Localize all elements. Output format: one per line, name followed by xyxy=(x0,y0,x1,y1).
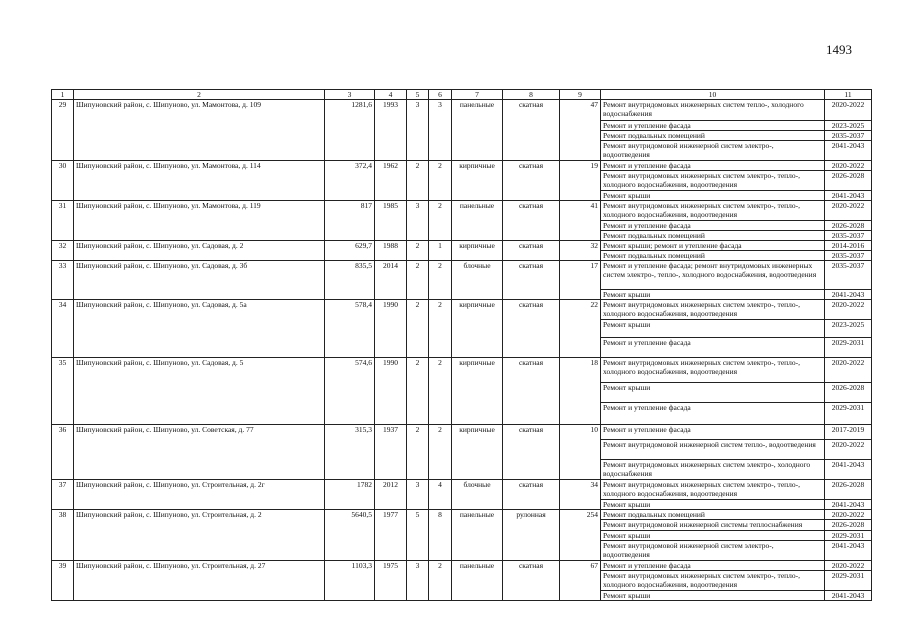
repair-period: 2026-2028 xyxy=(825,480,872,500)
repair-work: Ремонт и утепление фасада; ремонт внутридомовых инженерных систем электро-, тепло-, холодного водоснабжения, водоотведения xyxy=(601,261,825,290)
roof-type: скатная xyxy=(503,261,560,300)
repair-work: Ремонт крыши xyxy=(601,531,825,541)
wall-material: панельные xyxy=(452,201,503,241)
wall-material: кирпичные xyxy=(452,425,503,480)
entrance-count: 2 xyxy=(429,261,452,300)
table-row xyxy=(52,480,872,500)
construction-year: 1962 xyxy=(375,161,407,201)
floor-count: 2 xyxy=(407,261,429,300)
apartment-count: 67 xyxy=(560,561,601,601)
table-row xyxy=(52,201,872,221)
apartment-count: 17 xyxy=(560,261,601,300)
repair-period: 2026-2028 xyxy=(825,221,872,231)
apartment-count: 18 xyxy=(560,358,601,425)
column-header: 7 xyxy=(452,90,503,100)
construction-year: 1993 xyxy=(375,100,407,161)
table-row xyxy=(52,161,872,171)
repair-period: 2029-2031 xyxy=(825,531,872,541)
repair-period: 2026-2028 xyxy=(825,383,872,403)
repair-work: Ремонт и утепление фасада xyxy=(601,338,825,358)
entrance-count: 8 xyxy=(429,510,452,561)
repair-period: 2041-2043 xyxy=(825,591,872,601)
table-row xyxy=(52,510,872,520)
repair-period: 2041-2043 xyxy=(825,141,872,161)
repair-period: 2020-2022 xyxy=(825,100,872,121)
total-area: 372,4 xyxy=(325,161,375,201)
table-row xyxy=(52,100,872,121)
repair-work: Ремонт и утепление фасада xyxy=(601,161,825,171)
repair-work: Ремонт и утепление фасада xyxy=(601,403,825,425)
total-area: 1103,3 xyxy=(325,561,375,601)
page-number: 1493 xyxy=(826,42,852,57)
repair-period: 2029-2031 xyxy=(825,571,872,591)
repair-period: 2029-2031 xyxy=(825,403,872,425)
apartment-count: 34 xyxy=(560,480,601,510)
repair-work: Ремонт подвальных помещений xyxy=(601,131,825,141)
column-header: 6 xyxy=(429,90,452,100)
construction-year: 1990 xyxy=(375,300,407,358)
apartment-count: 32 xyxy=(560,241,601,261)
repair-work: Ремонт внутридомовых инженерных систем электро-, холодного водоснабжения xyxy=(601,460,825,480)
entry-number: 37 xyxy=(52,480,74,510)
table-body xyxy=(52,100,872,601)
building-address: Шипуновский район, с. Шипуново, ул. Садовая, д. 5 xyxy=(74,358,325,425)
floor-count: 3 xyxy=(407,100,429,161)
wall-material: кирпичные xyxy=(452,358,503,425)
entry-number: 32 xyxy=(52,241,74,261)
entrance-count: 3 xyxy=(429,100,452,161)
repair-period: 2020-2022 xyxy=(825,440,872,460)
floor-count: 2 xyxy=(407,425,429,480)
entry-number: 35 xyxy=(52,358,74,425)
repair-work: Ремонт внутридомовой инженерной систем тепло-, водоотведения xyxy=(601,440,825,460)
repair-period: 2020-2022 xyxy=(825,201,872,221)
repair-work: Ремонт внутридомовых инженерных систем электро-, тепло-, холодного водоснабжения, водоотведения xyxy=(601,201,825,221)
column-header: 2 xyxy=(74,90,325,100)
entrance-count: 2 xyxy=(429,161,452,201)
total-area: 817 xyxy=(325,201,375,241)
repair-work: Ремонт и утепление фасада xyxy=(601,221,825,231)
column-header: 11 xyxy=(825,90,872,100)
entrance-count: 2 xyxy=(429,561,452,601)
repair-work: Ремонт внутридомовых инженерных систем электро-, тепло-, холодного водоснабжения, водоотведения xyxy=(601,480,825,500)
apartment-count: 47 xyxy=(560,100,601,161)
table-row xyxy=(52,358,872,383)
roof-type: скатная xyxy=(503,480,560,510)
roof-type: скатная xyxy=(503,201,560,241)
repair-work: Ремонт крыши xyxy=(601,383,825,403)
repair-period: 2020-2022 xyxy=(825,358,872,383)
construction-year: 1937 xyxy=(375,425,407,480)
repair-period: 2035-2037 xyxy=(825,261,872,290)
repair-period: 2035-2037 xyxy=(825,251,872,261)
wall-material: кирпичные xyxy=(452,161,503,201)
building-address: Шипуновский район, с. Шипуново, ул. Мамонтова, д. 109 xyxy=(74,100,325,161)
entry-number: 36 xyxy=(52,425,74,480)
wall-material: панельные xyxy=(452,561,503,601)
building-address: Шипуновский район, с. Шипуново, ул. Мамонтова, д. 119 xyxy=(74,201,325,241)
column-number-row xyxy=(52,90,872,100)
entrance-count: 2 xyxy=(429,358,452,425)
repair-period: 2041-2043 xyxy=(825,500,872,510)
total-area: 1782 xyxy=(325,480,375,510)
repair-work: Ремонт внутридомовой инженерной систем электро-, водоотведения xyxy=(601,141,825,161)
repair-period: 2029-2031 xyxy=(825,338,872,358)
column-header: 3 xyxy=(325,90,375,100)
building-address: Шипуновский район, с. Шипуново, ул. Строительная, д. 2г xyxy=(74,480,325,510)
repair-period: 2014-2016 xyxy=(825,241,872,251)
table-row xyxy=(52,425,872,440)
total-area: 574,6 xyxy=(325,358,375,425)
entrance-count: 2 xyxy=(429,201,452,241)
wall-material: кирпичные xyxy=(452,241,503,261)
entrance-count: 1 xyxy=(429,241,452,261)
entry-number: 31 xyxy=(52,201,74,241)
table-row xyxy=(52,561,872,571)
repair-work: Ремонт подвальных помещений xyxy=(601,231,825,241)
entrance-count: 2 xyxy=(429,300,452,358)
construction-year: 2014 xyxy=(375,261,407,300)
entry-number: 39 xyxy=(52,561,74,601)
wall-material: панельные xyxy=(452,510,503,561)
column-header: 9 xyxy=(560,90,601,100)
capital-repair-table xyxy=(51,89,872,601)
repair-period: 2026-2028 xyxy=(825,171,872,191)
floor-count: 3 xyxy=(407,561,429,601)
entrance-count: 4 xyxy=(429,480,452,510)
repair-period: 2026-2028 xyxy=(825,520,872,531)
repair-work: Ремонт крыши xyxy=(601,591,825,601)
wall-material: блочные xyxy=(452,480,503,510)
column-header: 8 xyxy=(503,90,560,100)
repair-work: Ремонт и утепление фасада xyxy=(601,561,825,571)
repair-period: 2041-2043 xyxy=(825,290,872,300)
entry-number: 29 xyxy=(52,100,74,161)
entry-number: 33 xyxy=(52,261,74,300)
repair-period: 2020-2022 xyxy=(825,510,872,520)
table-row xyxy=(52,261,872,290)
repair-work: Ремонт внутридомовой инженерной систем электро-, водоотведения xyxy=(601,541,825,561)
roof-type: скатная xyxy=(503,100,560,161)
building-address: Шипуновский район, с. Шипуново, ул. Строительная, д. 27 xyxy=(74,561,325,601)
entrance-count: 2 xyxy=(429,425,452,480)
roof-type: скатная xyxy=(503,425,560,480)
building-address: Шипуновский район, с. Шипуново, ул. Садовая, д. 5а xyxy=(74,300,325,358)
apartment-count: 10 xyxy=(560,425,601,480)
repair-period: 2035-2037 xyxy=(825,131,872,141)
apartment-count: 22 xyxy=(560,300,601,358)
column-header: 10 xyxy=(601,90,825,100)
total-area: 578,4 xyxy=(325,300,375,358)
entry-number: 38 xyxy=(52,510,74,561)
repair-work: Ремонт внутридомовой инженерной системы теплоснабжения xyxy=(601,520,825,531)
roof-type: рулонная xyxy=(503,510,560,561)
apartment-count: 41 xyxy=(560,201,601,241)
construction-year: 2012 xyxy=(375,480,407,510)
repair-period: 2017-2019 xyxy=(825,425,872,440)
floor-count: 2 xyxy=(407,358,429,425)
repair-work: Ремонт и утепление фасада xyxy=(601,121,825,131)
repair-work: Ремонт и утепление фасада xyxy=(601,425,825,440)
floor-count: 2 xyxy=(407,300,429,358)
repair-work: Ремонт крыши xyxy=(601,290,825,300)
repair-period: 2020-2022 xyxy=(825,561,872,571)
roof-type: скатная xyxy=(503,561,560,601)
building-address: Шипуновский район, с. Шипуново, ул. Советская, д. 77 xyxy=(74,425,325,480)
roof-type: скатная xyxy=(503,241,560,261)
column-header: 5 xyxy=(407,90,429,100)
repair-work: Ремонт внутридомовых инженерных систем тепло-, холодного водоснабжения xyxy=(601,100,825,121)
repair-period: 2041-2043 xyxy=(825,191,872,201)
repair-work: Ремонт крыши xyxy=(601,320,825,338)
floor-count: 3 xyxy=(407,480,429,510)
floor-count: 2 xyxy=(407,241,429,261)
roof-type: скатная xyxy=(503,300,560,358)
building-address: Шипуновский район, с. Шипуново, ул. Мамонтова, д. 114 xyxy=(74,161,325,201)
floor-count: 3 xyxy=(407,201,429,241)
construction-year: 1988 xyxy=(375,241,407,261)
repair-work: Ремонт подвальных помещений xyxy=(601,251,825,261)
construction-year: 1975 xyxy=(375,561,407,601)
repair-period: 2023-2025 xyxy=(825,121,872,131)
repair-work: Ремонт крыши xyxy=(601,500,825,510)
repair-period: 2041-2043 xyxy=(825,460,872,480)
apartment-count: 19 xyxy=(560,161,601,201)
building-address: Шипуновский район, с. Шипуново, ул. Садовая, д. 3б xyxy=(74,261,325,300)
entry-number: 34 xyxy=(52,300,74,358)
wall-material: блочные xyxy=(452,261,503,300)
apartment-count: 254 xyxy=(560,510,601,561)
construction-year: 1990 xyxy=(375,358,407,425)
floor-count: 2 xyxy=(407,161,429,201)
repair-work: Ремонт внутридомовых инженерных систем электро-, тепло-, холодного водоснабжения, водоотведения xyxy=(601,571,825,591)
building-address: Шипуновский район, с. Шипуново, ул. Садовая, д. 2 xyxy=(74,241,325,261)
table-row xyxy=(52,300,872,320)
repair-work: Ремонт внутридомовых инженерных систем электро-, тепло-, холодного водоснабжения, водоотведения xyxy=(601,300,825,320)
construction-year: 1977 xyxy=(375,510,407,561)
repair-period: 2035-2037 xyxy=(825,231,872,241)
column-header: 1 xyxy=(52,90,74,100)
repair-work: Ремонт внутридомовых инженерных систем электро-, тепло-, холодного водоснабжения, водоотведения xyxy=(601,171,825,191)
repair-period: 2041-2043 xyxy=(825,541,872,561)
repair-period: 2023-2025 xyxy=(825,320,872,338)
roof-type: скатная xyxy=(503,161,560,201)
total-area: 629,7 xyxy=(325,241,375,261)
repair-work: Ремонт крыши; ремонт и утепление фасада xyxy=(601,241,825,251)
total-area: 5640,5 xyxy=(325,510,375,561)
wall-material: панельные xyxy=(452,100,503,161)
floor-count: 5 xyxy=(407,510,429,561)
repair-work: Ремонт крыши xyxy=(601,191,825,201)
repair-work: Ремонт подвальных помещений xyxy=(601,510,825,520)
column-header: 4 xyxy=(375,90,407,100)
roof-type: скатная xyxy=(503,358,560,425)
wall-material: кирпичные xyxy=(452,300,503,358)
total-area: 315,3 xyxy=(325,425,375,480)
building-address: Шипуновский район, с. Шипуново, ул. Строительная, д. 2 xyxy=(74,510,325,561)
total-area: 1281,6 xyxy=(325,100,375,161)
construction-year: 1985 xyxy=(375,201,407,241)
entry-number: 30 xyxy=(52,161,74,201)
table-row xyxy=(52,241,872,251)
repair-period: 2020-2022 xyxy=(825,300,872,320)
repair-period: 2020-2022 xyxy=(825,161,872,171)
repair-work: Ремонт внутридомовых инженерных систем электро-, тепло-, холодного водоснабжения, водоотведения xyxy=(601,358,825,383)
total-area: 835,5 xyxy=(325,261,375,300)
